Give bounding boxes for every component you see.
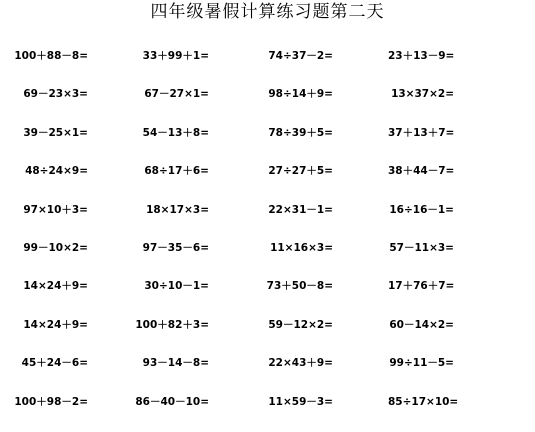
math-problem: 38＋44－7=	[388, 165, 455, 178]
page-title: 四年级暑假计算练习题第二天	[150, 2, 385, 22]
problem-grid	[0, 48, 535, 432]
math-problem: 85÷17×10=	[388, 395, 459, 408]
math-problem: 23＋13－9=	[388, 50, 455, 62]
math-problem: 69－23×3=	[23, 88, 88, 101]
math-problem: 97×10＋3=	[23, 203, 88, 216]
math-problem: 22×31－1=	[268, 203, 333, 216]
math-problem: 54－13＋8=	[142, 126, 209, 139]
math-problem: 27÷27＋5=	[268, 165, 333, 178]
math-problem: 11×16×3=	[270, 241, 333, 254]
math-problem: 33＋99＋1=	[142, 50, 209, 62]
math-problem: 98÷14＋9=	[268, 88, 333, 101]
math-problem: 99÷11－5=	[389, 357, 454, 370]
math-problem: 100＋82＋3=	[135, 318, 209, 331]
math-problem: 74÷37－2=	[268, 50, 333, 62]
math-problem: 39－25×1=	[23, 126, 88, 139]
math-problem: 11×59－3=	[268, 395, 333, 408]
math-problem: 30÷10－1=	[144, 280, 209, 293]
math-problem: 22×43＋9=	[268, 357, 333, 370]
math-problem: 14×24＋9=	[23, 280, 88, 293]
math-problem: 68÷17＋6=	[144, 165, 209, 178]
math-problem: 73＋50－8=	[266, 280, 333, 293]
math-problem: 48÷24×9=	[25, 165, 88, 178]
math-problem: 93－14－8=	[142, 357, 209, 370]
math-problem: 99－10×2=	[23, 241, 88, 254]
math-problem: 18×17×3=	[146, 203, 209, 216]
math-problem: 78÷39＋5=	[268, 126, 333, 139]
math-problem: 67－27×1=	[144, 88, 209, 101]
math-problem: 16÷16－1=	[389, 203, 454, 216]
math-problem: 100＋98－2=	[14, 395, 88, 408]
math-problem: 86－40－10=	[135, 395, 209, 408]
math-problem: 37＋13＋7=	[388, 126, 455, 139]
math-problem: 57－11×3=	[389, 241, 454, 254]
math-problem: 100＋88－8=	[14, 50, 88, 62]
math-problem: 17＋76＋7=	[388, 280, 455, 293]
math-problem: 45＋24－6=	[21, 357, 88, 370]
math-problem: 97－35－6=	[142, 241, 209, 254]
math-problem: 59－12×2=	[268, 318, 333, 331]
math-problem: 14×24＋9=	[23, 318, 88, 331]
math-problem: 13×37×2=	[391, 88, 454, 101]
math-problem: 60－14×2=	[389, 318, 454, 331]
